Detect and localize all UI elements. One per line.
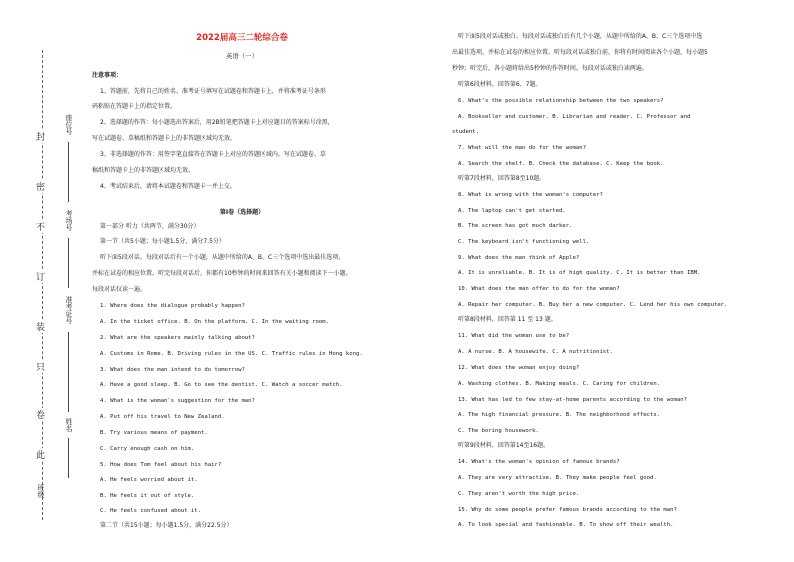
question-line: 12. What does the woman enjoy doing?	[458, 365, 580, 371]
question-line: A. Have a good sleep. B. Go to see the dentist. C. Watch a soccer match.	[100, 382, 343, 388]
question-line: A. They are very attractive. B. They make people feel good.	[458, 475, 657, 481]
section2-heading: 第二节（共15小题；每小题1.5分，满分22.5分）	[100, 522, 233, 529]
binding-margin	[28, 50, 88, 520]
instruction-line: 每段对话仅读一遍。	[92, 286, 147, 293]
question-line: 1. Where does the dialogue probably happen?	[100, 303, 245, 309]
exam-room-line	[68, 238, 69, 288]
question-line: C. Carry enough cash on him.	[100, 446, 195, 452]
question-line: A. It is unreliable. B. It is of high quality. C. It is better than IBM.	[458, 270, 701, 276]
question-line: 11. What did the woman use to be?	[458, 333, 570, 339]
note-line: 稿纸和答题卡上的非答题区域均无效。	[92, 167, 195, 174]
question-line: A. Search the shelf. B. Check the database. C. Keep the book.	[458, 161, 664, 167]
question-line: A. A nurse. B. A housewife. C. A nutritionist.	[458, 349, 613, 355]
exam-room-label: 考场号	[65, 210, 73, 231]
question-line: A. He feels worried about it.	[100, 477, 198, 483]
material-heading: 听第6段材料，回答第6、7题。	[458, 81, 542, 88]
question-line: A. The high financial pressure. B. The neighborhood effects.	[458, 412, 661, 418]
material-heading: 听第9段材料，回答第14至16题。	[458, 442, 550, 449]
question-line: A. Repair her computer. B. Buy her a new computer. C. Lend her his own computer.	[458, 302, 728, 308]
question-line: B. The screen has got much darker.	[458, 223, 573, 229]
question-line: 4. What is the woman's suggestion for the man?	[100, 398, 255, 404]
question-line: C. They aren't worth the high price.	[458, 491, 580, 497]
seal-char: 卷	[36, 408, 45, 421]
notes-heading: 注意事项：	[92, 72, 123, 79]
question-line: A. Put off his travel to New Zealand.	[100, 414, 225, 420]
question-line: C. The boring housework.	[458, 428, 539, 434]
question-line: A. The laptop can't get started.	[458, 208, 566, 214]
ticket-number-line	[68, 332, 69, 412]
question-line: 10. What does the man offer to do for the woman?	[458, 286, 620, 292]
question-line: 3. What does the man intend to do tomorrow?	[100, 367, 245, 373]
question-line: 9. What does the man think of Apple?	[458, 255, 580, 261]
note-line: 1、答题前，先将自己的姓名、准考证号填写在试题卷和答题卡上，并将准考证号条形	[100, 88, 326, 95]
seal-char: 订	[36, 270, 45, 283]
section1-heading: 第一节（共5小题；每小题1.5分，满分7.5分）	[100, 238, 225, 245]
question-line: 13. What has led to few stay-at-home parents according to the woman?	[458, 397, 688, 403]
question-line: 5. How does Tom feel about his hair?	[100, 462, 222, 468]
question-line: 8. What is wrong with the woman's computer?	[458, 192, 603, 198]
seal-char: 密	[36, 180, 45, 193]
question-line: 15. Why do some people prefer famous brands according to the man?	[458, 507, 677, 513]
note-line: 3、非选择题的作答：用签字笔直接答在答题卡上对应的答题区域内。写在试题卷、草	[100, 151, 326, 158]
question-line: A. To look special and fashionable. B. To show off their wealth.	[458, 522, 674, 528]
question-line: 7. What will the man do for the woman?	[458, 145, 586, 151]
question-line: C. The keyboard isn't functioning well.	[458, 239, 590, 245]
question-line: A. Washing clothes. B. Making meals. C. Caring for children.	[458, 381, 661, 387]
seal-char: 此	[36, 448, 45, 461]
question-line: C. He feels confused about it.	[100, 508, 202, 514]
question-line: A. Customs in Rome. B. Driving rules in the US. C. Traffic rules in Hong kong.	[100, 351, 363, 357]
name-label: 姓名	[65, 418, 73, 432]
seat-number-line	[68, 142, 69, 202]
question-line: 6. What's the possible relationship between the two speakers?	[458, 98, 664, 104]
note-line: 码粘贴在答题卡上的指定位置。	[92, 103, 177, 110]
question-line: student.	[452, 129, 479, 135]
exam-subtitle: 英语（一）	[226, 52, 258, 60]
seal-char: 封	[36, 130, 45, 143]
question-line: 14. What's the woman's opinion of famous brands?	[458, 459, 620, 465]
question-line: A. In the ticket office. B. On the platform. C. In the waiting room.	[100, 319, 330, 325]
name-line	[68, 438, 69, 478]
instruction-line: 听下面5段对话。每段对话后有一个小题，从题中所给的A、B、C三个选项中选出最佳选项，	[100, 254, 345, 261]
note-line: 写在试题卷、草稿纸和答题卡上的非答题区域均无效。	[92, 135, 237, 142]
question-line: B. He feels it out of style.	[100, 493, 195, 499]
instruction-line: 并标在试卷的相应位置。听完每段对话后，你都有10秒钟的时间来回答有关小题和阅读下一小题。	[92, 270, 352, 277]
question-line: B. Try various means of payment.	[100, 430, 208, 436]
part-heading: 第一部分 听力（共两节，满分30分）	[100, 223, 200, 230]
ticket-number-label: 准考证号	[65, 296, 73, 324]
material-heading: 听第7段材料，回答第8至10题。	[458, 175, 546, 182]
exam-title: 2022届高三二轮综合卷	[196, 33, 288, 43]
class-label: 班级	[37, 484, 45, 498]
material-heading: 听第8段材料，回答第 11 至 13 题。	[458, 316, 557, 323]
seal-char: 不	[36, 220, 45, 233]
section-title: 第Ⅰ卷（选择题）	[219, 209, 265, 216]
note-line: 4、考试结束后，请将本试题卷和答题卡一并上交。	[100, 183, 236, 190]
instruction-line: 秒钟；听完后，各小题将给出5秒钟的作答时间。每段对话或独白读两遍。	[452, 65, 648, 72]
seal-char: 只	[36, 360, 45, 373]
note-line: 2、选择题的作答：每小题选出答案后，用2B铅笔把答题卡上对应题目的答案标号涂黑，	[100, 119, 334, 126]
instruction-line: 出最佳选项，并标在试卷的相应位置。听每段对话或独白前，你将有时间阅读各个小题，每小题5	[452, 49, 708, 56]
instruction-line: 听下面5段对话或独白。每段对话或独白后有几个小题，从题中所给的A、B、C三个选项中选	[458, 33, 703, 40]
seat-number-label: 座位号	[65, 114, 73, 135]
question-line: 2. What are the speakers mainly talking about?	[100, 335, 255, 341]
question-line: A. Bookseller and customer. B. Librarian and reader. C. Professor and	[458, 114, 691, 120]
seal-char: 装	[36, 320, 45, 333]
